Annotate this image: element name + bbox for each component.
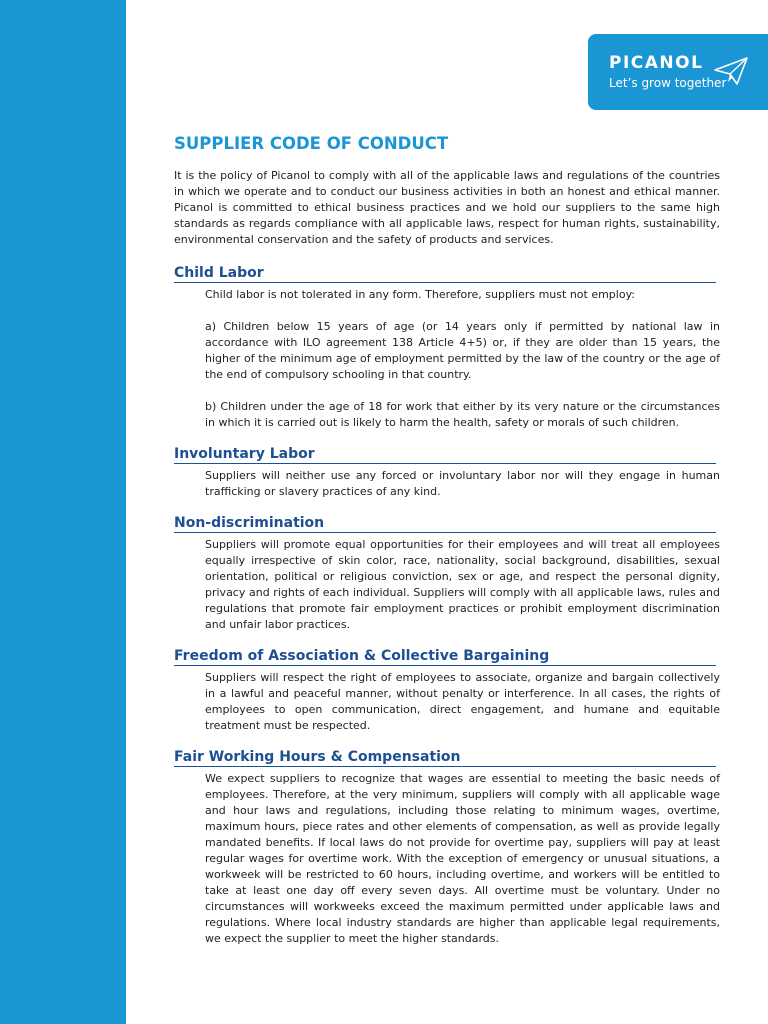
section-paragraph: Child labor is not tolerated in any form. Therefore, suppliers must not employ: [205, 288, 635, 301]
logo-tagline: Let’s grow together [609, 76, 727, 90]
left-color-bar [0, 0, 126, 1024]
section-non-discrimination [174, 515, 720, 633]
page-title: SUPPLIER CODE OF CONDUCT [174, 134, 449, 153]
document-body [174, 134, 720, 962]
picanol-logo [588, 34, 768, 110]
logo-brand-text: PICANOL [609, 53, 704, 73]
section-paragraph: Suppliers will promote equal opportunities for their employees and will treat all employees equally irrespective of skin color, race, nationality, social background, disabilities, sexual orientation, political or religious conviction, sex or age, and respect the personal dignity, privacy and rights of each individual. Suppliers will comply with all applicable laws, rules and regulations that promote fair employment practices or prohibit employment discrimination and unfair labor practices. [205, 538, 720, 631]
paper-plane-icon [713, 56, 749, 86]
section-heading: Non-discrimination [174, 515, 716, 533]
section-heading: Child Labor [174, 265, 716, 283]
section-child-labor [174, 265, 720, 431]
section-paragraph: b) Children under the age of 18 for work that either by its very nature or the circumstances in which it is carried out is likely to harm the health, safety or morals of such children. [205, 400, 720, 429]
section-fair-working-hours [174, 749, 720, 947]
section-paragraph: Suppliers will neither use any forced or involuntary labor nor will they engage in human trafficking or slavery practices of any kind. [205, 469, 720, 498]
section-heading: Involuntary Labor [174, 446, 716, 464]
section-paragraph: a) Children below 15 years of age (or 14 years only if permitted by national law in accordance with ILO agreement 138 Article 4+5) or, if they are older than 15 years, the higher of the minimum age of employment permitted by the law of the country or the age of the end of compulsory schooling in that country. [205, 320, 720, 381]
section-paragraph: We expect suppliers to recognize that wages are essential to meeting the basic needs of employees. Therefore, at the very minimum, suppliers will comply with all applicable wage and hour laws and regulations, including those relating to minimum wages, overtime, maximum hours, piece rates and other elements of compensation, as well as provide legally mandated benefits. If local laws do not provide for overtime pay, suppliers will pay at least regular wages for overtime work. With the exception of emergency or unusual situations, a workweek will be restricted to 60 hours, including overtime, and workers will be entitled to take at least one day off every seven days. All overtime must be voluntary. Under no circumstances will workweeks exceed the maximum permitted under applicable laws and regulations. Where local industry standards are higher than applicable legal requirements, we expect the supplier to meet the higher standards. [205, 772, 720, 945]
section-freedom-of-association [174, 648, 720, 734]
section-heading: Fair Working Hours & Compensation [174, 749, 716, 767]
section-heading: Freedom of Association & Collective Bargaining [174, 648, 716, 666]
section-paragraph: Suppliers will respect the right of employees to associate, organize and bargain collectively in a lawful and peaceful manner, without penalty or interference. In all cases, the rights of employees to open communication, direct engagement, and humane and equitable treatment must be respected. [205, 671, 720, 732]
intro-paragraph: It is the policy of Picanol to comply with all of the applicable laws and regulations of the countries in which we operate and to conduct our business activities in both an honest and ethical manner. Picanol is committed to ethical business practices and we hold our suppliers to the same high standards as regards compliance with all applicable laws, respect for human rights, sustainability, environmental conservation and the safety of products and services. [174, 169, 720, 246]
section-involuntary-labor [174, 446, 720, 500]
